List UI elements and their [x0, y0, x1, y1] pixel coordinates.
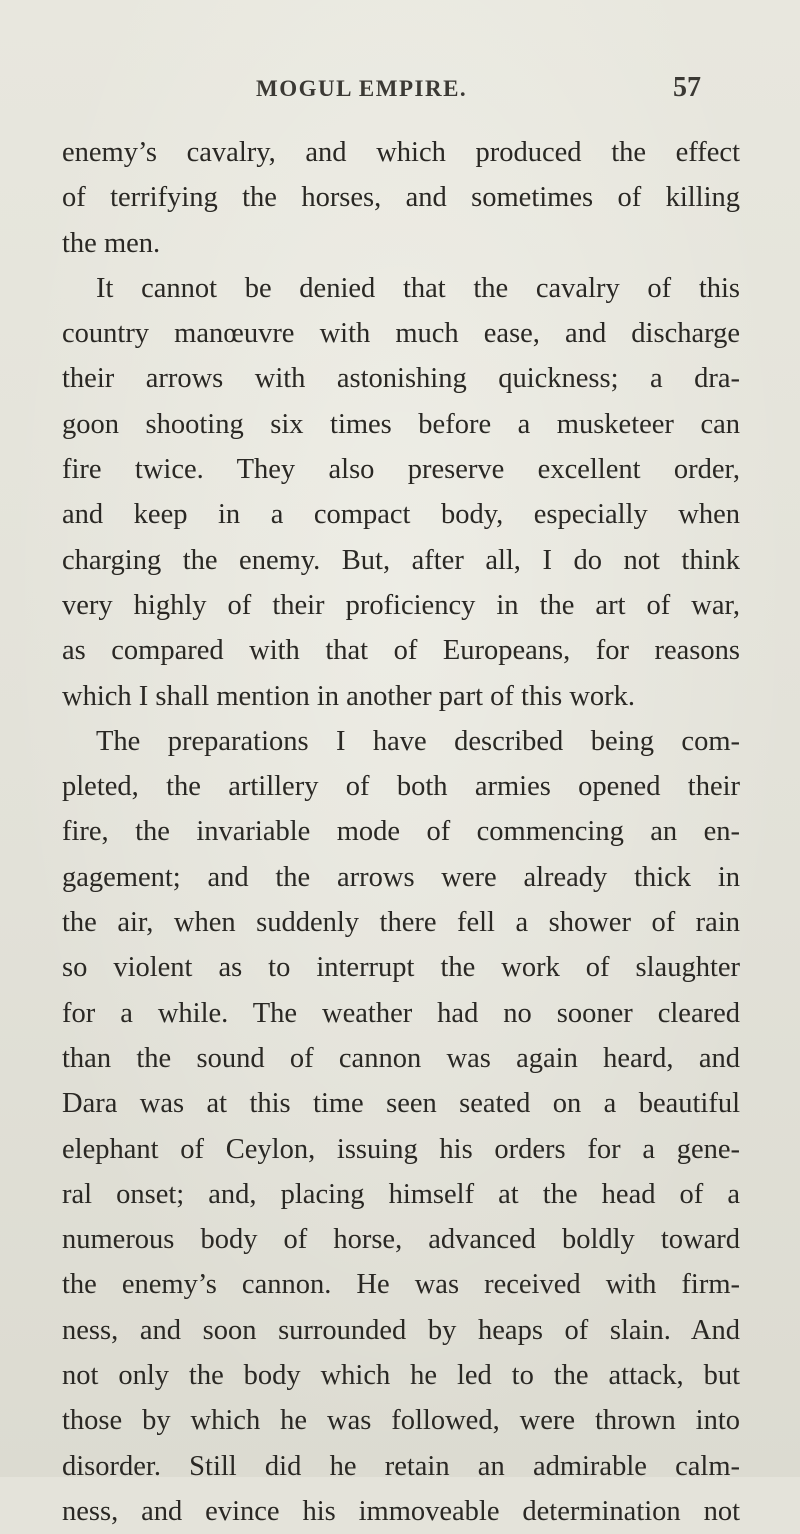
text-line: pleted, the artillery of both armies opened their: [62, 771, 740, 803]
text-line: fire, the invariable mode of commencing an en-: [62, 816, 740, 848]
running-header: [0, 72, 800, 116]
text-line: the air, when suddenly there fell a shower of rain: [62, 907, 740, 939]
text-line: ral onset; and, placing himself at the head of a: [62, 1178, 740, 1210]
text-line: elephant of Ceylon, issuing his orders for a gene-: [62, 1133, 740, 1165]
text-line: as compared with that of Europeans, for reasons: [62, 635, 740, 667]
text-line: ness, and soon surrounded by heaps of slain. And: [62, 1314, 740, 1346]
text-line: the enemy’s cannon. He was received with firm-: [62, 1269, 740, 1301]
text-line: and keep in a compact body, especially when: [62, 499, 740, 531]
text-line: the men.: [62, 227, 161, 259]
text-line: not only the body which he led to the attack, but: [62, 1360, 740, 1392]
text-line: It cannot be denied that the cavalry of this: [96, 272, 740, 304]
text-line: very highly of their proficiency in the art of war,: [62, 589, 740, 621]
text-line: which I shall mention in another part of this work.: [62, 680, 636, 712]
text-line: numerous body of horse, advanced boldly toward: [62, 1224, 740, 1256]
text-line: their arrows with astonishing quickness; a dra-: [62, 363, 740, 395]
body-text: [62, 130, 740, 1534]
text-line: Dara was at this time seen seated on a beautiful: [62, 1088, 740, 1120]
text-line: those by which he was followed, were thrown into: [62, 1405, 740, 1437]
text-line: charging the enemy. But, after all, I do not think: [62, 544, 740, 576]
text-line: disorder. Still did he retain an admirable calm-: [62, 1450, 740, 1482]
text-line: of terrifying the horses, and sometimes of killing: [62, 182, 740, 214]
text-line: goon shooting six times before a musketeer can: [62, 408, 740, 440]
running-title: MOGUL EMPIRE.: [256, 76, 468, 101]
text-line: country manœuvre with much ease, and discharge: [62, 318, 740, 350]
text-line: for a while. The weather had no sooner cleared: [62, 997, 740, 1029]
page-number: 57: [673, 72, 701, 103]
text-line: The preparations I have described being com-: [96, 725, 740, 757]
text-line: so violent as to interrupt the work of slaughter: [62, 952, 740, 984]
text-line: ness, and evince his immoveable determination not: [62, 1495, 740, 1527]
text-line: fire twice. They also preserve excellent order,: [62, 454, 740, 486]
text-line: than the sound of cannon was again heard, and: [62, 1042, 740, 1074]
text-line: enemy’s cavalry, and which produced the effect: [62, 137, 740, 168]
text-line: gagement; and the arrows were already thick in: [62, 861, 740, 893]
